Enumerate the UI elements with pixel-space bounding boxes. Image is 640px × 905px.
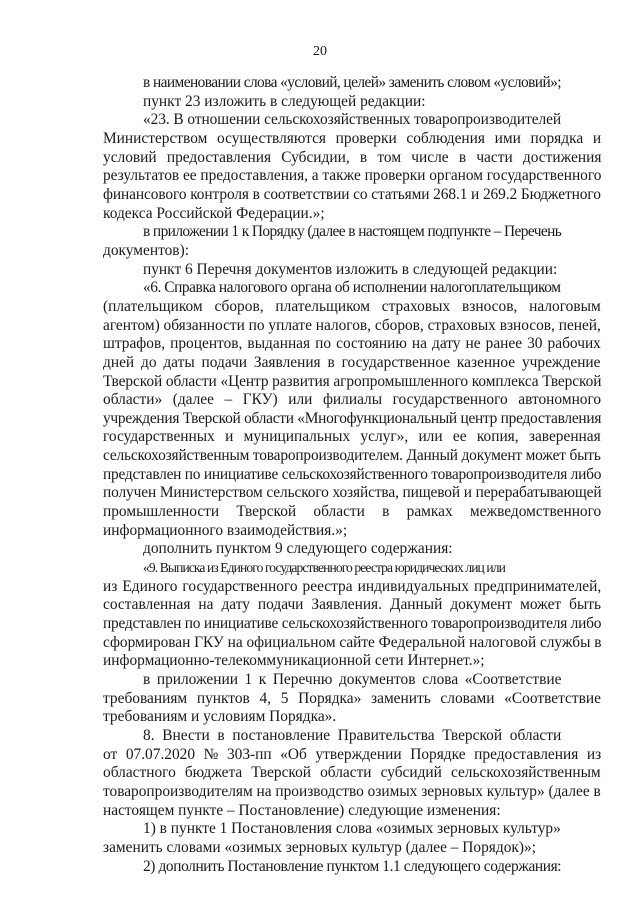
text-line: «6. Справка налогового органа об исполнении налогоплательщиком: [143, 279, 561, 297]
text-line: из Единого государственного реестра индивидуальных предпринимателей,: [103, 577, 602, 595]
text-line: сформирован ГКУ на официальном сайте Федеральной налоговой службы в: [103, 633, 602, 651]
text-line: представлен по инициативе сельскохозяйственного товаропроизводителя либо: [103, 615, 602, 633]
paragraph-rename-words: [103, 74, 601, 93]
paragraph-subitem-2: [103, 858, 601, 877]
text-line: в приложении 1 к Порядку (далее в настоящем подпункте – Перечень: [143, 223, 562, 241]
text-line: настоящем пункте – Постановление) следующие изменения:: [103, 801, 501, 819]
text-line: 2) дополнить Постановление пунктом 1.1 следующего содержания:: [143, 857, 562, 875]
text-line: промышленности Тверской области в рамках межведомственного: [103, 503, 602, 521]
text-line: областного бюджета Тверской области субсидий сельскохозяйственным: [103, 764, 601, 782]
text-line: агентом) обязанности по уплате налогов, сборов, страховых взносов, пеней,: [103, 316, 601, 334]
text-line: «23. В отношении сельскохозяйственных товаропроизводителей: [143, 111, 562, 129]
paragraph-section-8: [103, 727, 601, 820]
text-line: «9. Выписка из Единого государственного реестра юридических лиц или: [143, 560, 505, 576]
text-line: информационно-телекоммуникационной сети Интернет.»;: [103, 652, 485, 670]
text-line: штрафов, процентов, выданная по состоянию на дату не ранее 30 рабочих: [103, 335, 601, 353]
text-line: составленная на дату подачи Заявления. Данный документ может быть: [103, 596, 602, 614]
text-line: Тверской области «Центр развития агропромышленного комплекса Тверской: [103, 372, 602, 390]
paragraph-item-9-intro: [103, 540, 601, 559]
text-line: требованиям пунктов 4, 5 Порядка» заменить словами «Соответствие: [103, 689, 601, 707]
text-line: информационного взаимодействия.»;: [103, 521, 348, 539]
text-line: пункт 6 Перечня документов изложить в следующей редакции:: [143, 260, 558, 278]
text-line: условий предоставления Субсидии, в том числе в части достижения: [103, 148, 602, 166]
text-line: учреждения Тверской области «Многофункциональный центр предоставления: [103, 409, 602, 427]
text-line: документов):: [103, 241, 189, 259]
paragraph-item-6-intro: [103, 261, 601, 280]
text-line: заменить словами «озимых зерновых культур (далее – Порядок)»;: [103, 838, 536, 856]
text-line: пункт 23 изложить в следующей редакции:: [143, 92, 426, 110]
paragraph-item-23-intro: [103, 93, 601, 112]
text-line: в наименовании слова «условий, целей» заменить словом «условий»;: [143, 74, 561, 91]
text-line: представлен по инициативе сельскохозяйственного товаропроизводителя либо: [103, 465, 602, 483]
document-body: [103, 74, 601, 876]
text-line: 1) в пункте 1 Постановления слова «озимых зерновых культур»: [143, 820, 561, 838]
text-line: товаропроизводителям на производство озимых зерновых культур» (далее в: [103, 782, 601, 800]
text-line: 8. Внести в постановление Правительства Тверской области: [143, 726, 562, 744]
text-line: сельскохозяйственным товаропроизводителем. Данный документ может быть: [103, 447, 601, 465]
paragraph-item-23-text: [103, 111, 601, 223]
text-line: получен Министерством сельского хозяйства, пищевой и перерабатывающей: [103, 484, 602, 502]
text-line: результатов ее предоставления, а также проверки органом государственного: [103, 167, 602, 185]
text-line: финансового контроля в соответствии со статьями 268.1 и 269.2 Бюджетного: [103, 185, 601, 203]
paragraph-appendix-1: [103, 223, 601, 260]
text-line: дополнить пунктом 9 следующего содержания:: [143, 540, 453, 558]
page-number: 20: [313, 44, 327, 59]
text-line: дней до даты подачи Заявления в государственное казенное учреждение: [103, 353, 601, 371]
text-line: требованиям и условиям Порядка».: [103, 708, 337, 726]
text-line: в приложении 1 к Перечню документов слова «Соответствие: [143, 671, 562, 688]
text-line: кодекса Российской Федерации.»;: [103, 204, 325, 222]
text-line: Министерством осуществляются проверки соблюдения ими порядка и: [103, 129, 602, 147]
paragraph-item-9-text: [103, 559, 601, 671]
text-line: государственных и муниципальных услуг», или ее копия, заверенная: [103, 428, 601, 446]
paragraph-subitem-1: [103, 820, 601, 857]
text-line: (плательщиком сборов, плательщиком страховых взносов, налоговым: [103, 297, 601, 315]
paragraph-appendix-1-list: [103, 671, 601, 727]
text-line: от 07.07.2020 № 303-пп «Об утверждении Порядке предоставления из: [103, 745, 602, 763]
paragraph-item-6-text: [103, 279, 601, 540]
text-line: области» (далее – ГКУ) или филиалы государственного автономного: [103, 391, 602, 409]
